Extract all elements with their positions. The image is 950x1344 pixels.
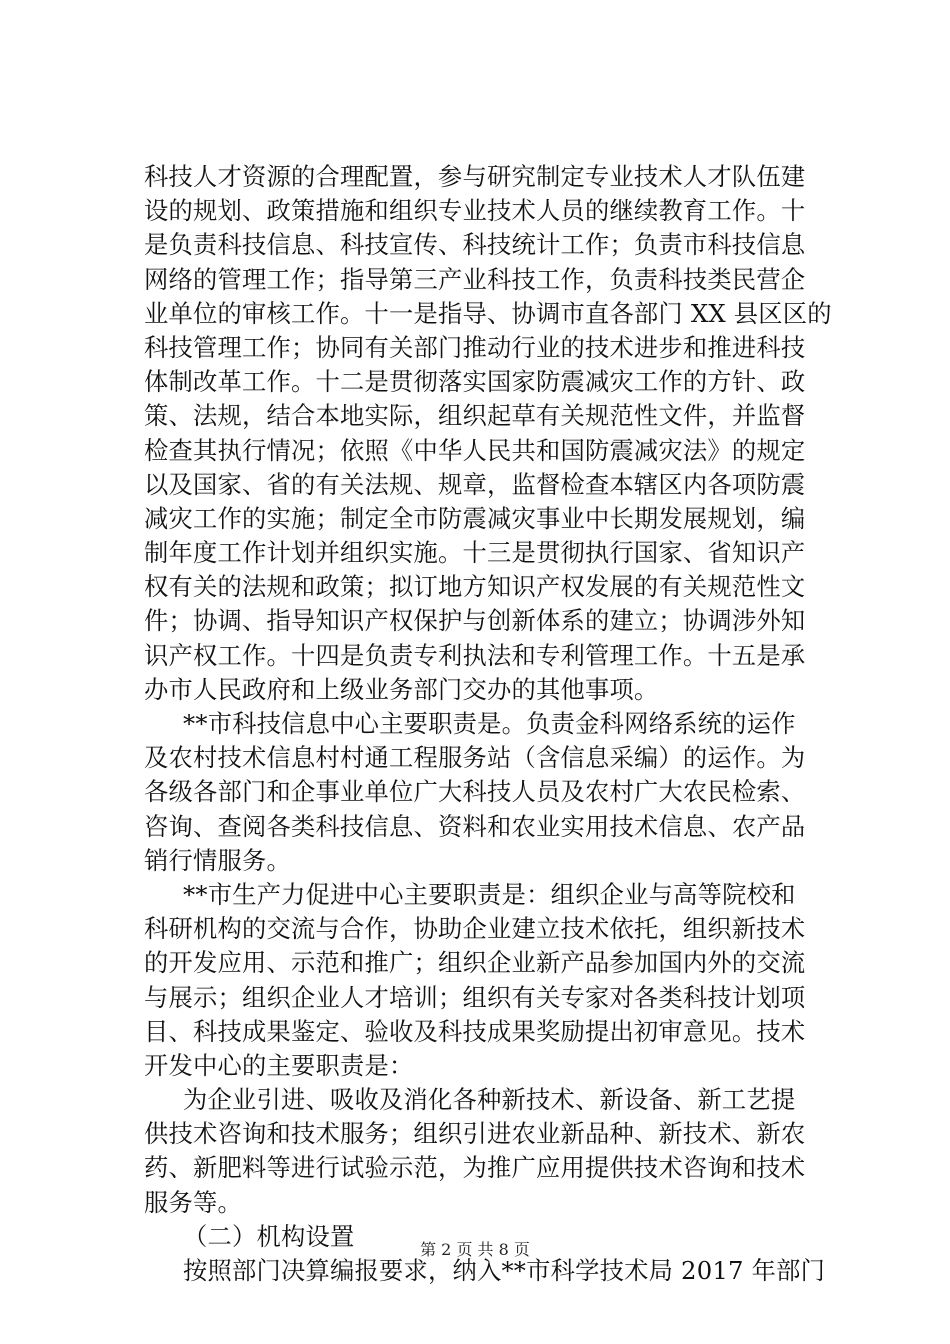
text-line: **市生产力促进中心主要职责是：组织企业与高等院校和 xyxy=(183,879,796,909)
text-line: 减灾工作的实施；制定全市防震减灾事业中长期发展规划，编 xyxy=(144,503,806,533)
text-line: 开发中心的主要职责是： xyxy=(144,1050,414,1080)
page-footer: 第 2 页 共 8 页 xyxy=(420,1240,530,1259)
text-line: 与展示；组织企业人才培训；组织有关专家对各类科技计划项 xyxy=(144,982,806,1012)
paragraph-p2 xyxy=(144,707,808,878)
text-line: 识产权工作。十四是负责专利执法和专利管理工作。十五是承 xyxy=(144,640,806,670)
text-line: 各级各部门和企事业单位广大科技人员及农村广大农民检索、 xyxy=(144,777,806,807)
text-line: 科研机构的交流与合作，协助企业建立技术依托，组织新技术 xyxy=(144,914,806,944)
text-line: 检查其执行情况；依照《中华人民共和国防震减灾法》的规定 xyxy=(144,435,806,465)
text-line: 供技术咨询和技术服务；组织引进农业新品种、新技术、新农 xyxy=(144,1119,806,1149)
text-line: 按照部门决算编报要求，纳入**市科学技术局 2017 年部门 xyxy=(183,1256,826,1285)
text-line: 体制改革工作。十二是贯彻落实国家防震减灾工作的方针、政 xyxy=(144,367,806,397)
text-line: 的开发应用、示范和推广；组织企业新产品参加国内外的交流 xyxy=(144,948,806,978)
text-line: 网络的管理工作；指导第三产业科技工作，负责科技类民营企 xyxy=(144,264,806,294)
text-line: 设的规划、政策措施和组织专业技术人员的继续教育工作。十 xyxy=(144,196,806,226)
text-line: 为企业引进、吸收及消化各种新技术、新设备、新工艺提 xyxy=(183,1085,796,1115)
text-line: 策、法规，结合本地实际，组织起草有关规范性文件，并监督 xyxy=(144,401,806,431)
text-line: 科技管理工作；协同有关部门推动行业的技术进步和推进科技 xyxy=(144,332,806,362)
text-line: 以及国家、省的有关法规、规章，监督检查本辖区内各项防震 xyxy=(144,469,806,499)
text-line: 及农村技术信息村村通工程服务站（含信息采编）的运作。为 xyxy=(144,743,806,773)
text-line: （二）机构设置 xyxy=(183,1221,355,1251)
paragraph-p1 xyxy=(144,160,832,707)
text-line: 业单位的审核工作。十一是指导、协调市直各部门 XX 县区区的 xyxy=(144,298,832,328)
text-line: 件；协调、指导知识产权保护与创新体系的建立；协调涉外知 xyxy=(144,606,806,636)
text-line: **市科技信息中心主要职责是。负责金科网络系统的运作 xyxy=(183,709,796,738)
document-body xyxy=(144,160,832,1288)
text-line: 服务等。 xyxy=(144,1187,242,1217)
text-line: 药、新肥料等进行试验示范，为推广应用提供技术咨询和技术 xyxy=(144,1153,806,1183)
text-line: 制年度工作计划并组织实施。十三是贯彻执行国家、省知识产 xyxy=(144,538,806,568)
text-line: 目、科技成果鉴定、验收及科技成果奖励提出初审意见。技术 xyxy=(144,1016,806,1046)
text-line: 是负责科技信息、科技宣传、科技统计工作；负责市科技信息 xyxy=(144,230,806,260)
paragraph-p3 xyxy=(144,878,808,1083)
text-line: 权有关的法规和政策；拟订地方知识产权发展的有关规范性文 xyxy=(144,572,806,602)
text-line: 咨询、查阅各类科技信息、资料和农业实用技术信息、农产品 xyxy=(144,811,806,841)
text-line: 销行情服务。 xyxy=(144,845,291,875)
text-line: 办市人民政府和上级业务部门交办的其他事项。 xyxy=(144,674,659,704)
paragraph-p4 xyxy=(144,1083,808,1220)
text-line: 科技人才资源的合理配置，参与研究制定专业技术人才队伍建 xyxy=(144,162,806,191)
